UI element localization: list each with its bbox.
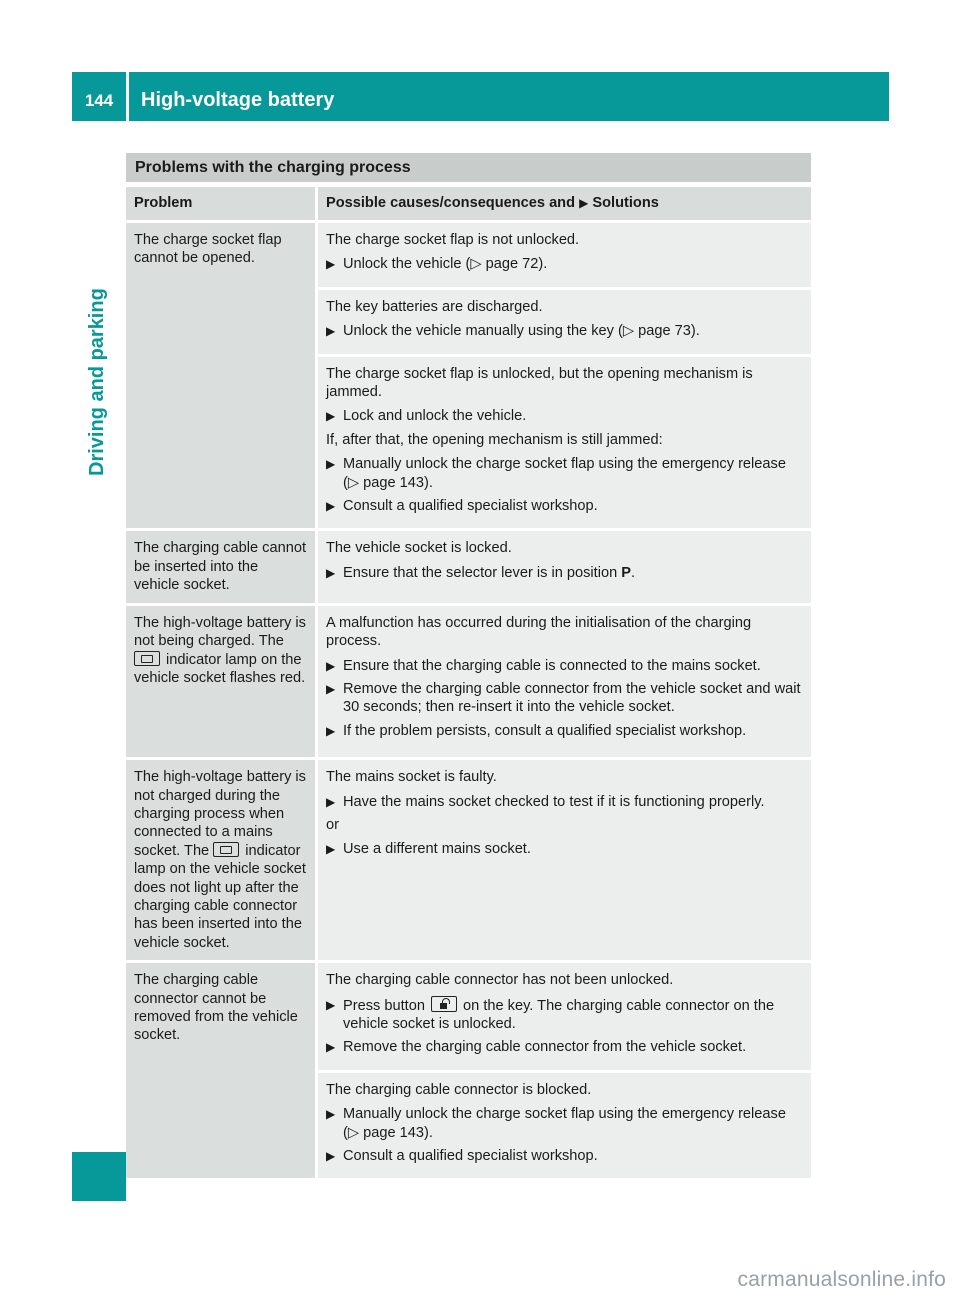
solution-step: ▶ Remove the charging cable connector from the vehicle socket. bbox=[326, 1039, 747, 1056]
solution-cell bbox=[315, 287, 811, 354]
solutions-arrow-icon: ▶ bbox=[579, 196, 589, 211]
solution-cell bbox=[315, 1070, 811, 1179]
solution-cell bbox=[315, 354, 811, 529]
page-header bbox=[129, 72, 889, 121]
solution-step: ▶ Manually unlock the charge socket flap using the emergency release (▷ page 143). bbox=[326, 1106, 786, 1141]
solution-cell bbox=[315, 528, 811, 602]
unlock-button-icon bbox=[431, 996, 457, 1012]
solution-step: ▶ Manually unlock the charge socket flap using the emergency release (▷ page 143). bbox=[326, 456, 786, 491]
charging-indicator-lamp-icon bbox=[134, 651, 160, 666]
step-arrow-icon: ▶ bbox=[326, 842, 336, 857]
cause-text: The charge socket flap is unlocked, but the opening mechanism is jammed. bbox=[326, 365, 753, 401]
problem-cell: The high-voltage battery is not charged during the charging process when connected to a mains socket. The indicator lamp on the vehicle socket does not light up after the charging cable connector has been inserted into the vehicle socket. bbox=[126, 757, 315, 960]
header-title: High-voltage battery bbox=[141, 89, 335, 111]
solution-step: ▶ If the problem persists, consult a qualified specialist workshop. bbox=[326, 722, 747, 739]
sidebar-section-label: Driving and parking bbox=[86, 288, 108, 476]
step-arrow-icon: ▶ bbox=[326, 1040, 336, 1055]
condition-text: If, after that, the opening mechanism is still jammed: bbox=[326, 431, 663, 448]
watermark-text: carmanualsonline.info bbox=[737, 1268, 946, 1291]
or-text: or bbox=[326, 816, 339, 833]
solution-cell bbox=[315, 603, 811, 757]
table-row bbox=[126, 528, 811, 602]
table-row bbox=[126, 960, 811, 1070]
charging-indicator-lamp-icon bbox=[213, 842, 239, 857]
page-number: 144 bbox=[72, 72, 126, 121]
solution-step: ▶ Consult a qualified specialist workshop. bbox=[326, 1148, 598, 1165]
solution-step: ▶ Unlock the vehicle (▷ page 72). bbox=[326, 256, 548, 273]
cause-text: The charging cable connector has not been unlocked. bbox=[326, 972, 674, 989]
column-header-solutions: Possible causes/consequences and ▶ Solutions bbox=[315, 187, 811, 220]
problem-cell: The charge socket flap cannot be opened. bbox=[126, 220, 315, 528]
table-row bbox=[126, 220, 811, 287]
cause-text: The charging cable connector is blocked. bbox=[326, 1081, 592, 1098]
cause-text: The charge socket flap is not unlocked. bbox=[326, 232, 580, 248]
step-arrow-icon: ▶ bbox=[326, 723, 336, 738]
solution-step: ▶ Lock and unlock the vehicle. bbox=[326, 408, 527, 425]
step-arrow-icon: ▶ bbox=[326, 1107, 336, 1122]
solution-step: ▶ Use a different mains socket. bbox=[326, 841, 531, 858]
step-arrow-icon: ▶ bbox=[326, 1149, 336, 1164]
solution-cell bbox=[315, 960, 811, 1070]
cause-text: The vehicle socket is locked. bbox=[326, 540, 512, 557]
solution-step: ▶ Unlock the vehicle manually using the key (▷ page 73). bbox=[326, 323, 700, 340]
solution-step: ▶ Ensure that the charging cable is connected to the mains socket. bbox=[326, 657, 761, 674]
problem-cell: The high-voltage battery is not being charged. The indicator lamp on the vehicle socket flashes red. bbox=[126, 603, 315, 757]
cause-text: A malfunction has occurred during the initialisation of the charging process. bbox=[326, 614, 752, 650]
step-arrow-icon: ▶ bbox=[326, 257, 336, 272]
problem-cell: The charging cable cannot be inserted into the vehicle socket. bbox=[126, 528, 315, 602]
step-arrow-icon: ▶ bbox=[326, 565, 336, 580]
solution-step: ▶ Remove the charging cable connector from the vehicle socket and wait 30 seconds; then re-insert it into the vehicle socket. bbox=[326, 680, 801, 716]
sidebar-marker bbox=[72, 1152, 126, 1201]
cause-text: The key batteries are discharged. bbox=[326, 298, 543, 315]
step-arrow-icon: ▶ bbox=[326, 681, 336, 696]
cause-text: The mains socket is faulty. bbox=[326, 769, 497, 786]
step-arrow-icon: ▶ bbox=[326, 409, 336, 424]
step-arrow-icon: ▶ bbox=[326, 499, 336, 514]
step-arrow-icon: ▶ bbox=[326, 658, 336, 673]
step-arrow-icon: ▶ bbox=[326, 997, 336, 1012]
solution-cell bbox=[315, 220, 811, 287]
step-arrow-icon: ▶ bbox=[326, 457, 336, 472]
step-arrow-icon: ▶ bbox=[326, 324, 336, 339]
problem-cell: The charging cable connector cannot be removed from the vehicle socket. bbox=[126, 960, 315, 1178]
solution-step: ▶ Press button on the key. The charging cable connector on the vehicle socket is unlocked. bbox=[326, 997, 775, 1032]
problems-table bbox=[126, 187, 811, 1178]
column-header-problem: Problem bbox=[126, 187, 315, 220]
table-title: Problems with the charging process bbox=[126, 153, 811, 182]
solution-cell bbox=[315, 757, 811, 960]
solution-step: ▶ Have the mains socket checked to test if it is functioning properly. bbox=[326, 793, 765, 810]
table-row bbox=[126, 603, 811, 757]
step-arrow-icon: ▶ bbox=[326, 794, 336, 809]
table-row bbox=[126, 757, 811, 960]
solution-step: ▶ Ensure that the selector lever is in position P. bbox=[326, 564, 636, 581]
solution-step: ▶ Consult a qualified specialist workshop. bbox=[326, 498, 598, 515]
table-header-row bbox=[126, 187, 811, 220]
